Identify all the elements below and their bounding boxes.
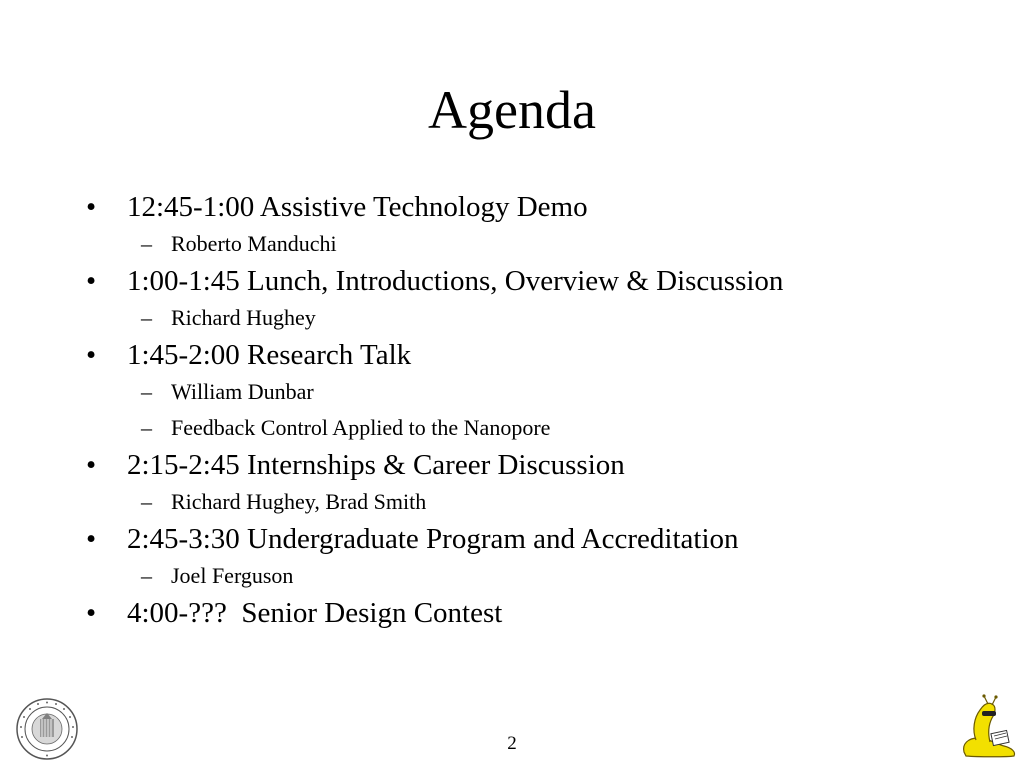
slide-title: Agenda [428,80,596,140]
agenda-subitem [86,410,986,446]
page-number: 2 [507,733,517,754]
agenda-item-text: 4:00-??? Senior Design Contest [127,597,503,629]
agenda-item [86,520,986,558]
agenda-subitem-text: William Dunbar [171,379,314,404]
bullet-icon: • [86,265,97,297]
dash-icon: – [141,489,152,514]
dash-icon: – [141,415,152,440]
agenda-item [86,336,986,374]
agenda-item-text: 1:45-2:00 Research Talk [127,339,412,371]
agenda-item [86,188,986,226]
bullet-icon: • [86,523,97,555]
dash-icon: – [141,563,152,588]
agenda-item-text: 2:15-2:45 Internships & Career Discussion [127,449,625,481]
agenda-subitem [86,484,986,520]
agenda-subitem [86,226,986,262]
dash-icon: – [141,231,152,256]
university-seal-icon [16,698,78,760]
bullet-icon: • [86,339,97,371]
agenda-item-text: 1:00-1:45 Lunch, Introductions, Overview & Discussion [127,265,784,297]
agenda-item [86,262,986,300]
agenda-item [86,446,986,484]
agenda-subitem-text: Richard Hughey [171,305,316,330]
agenda-item-text: 12:45-1:00 Assistive Technology Demo [127,191,588,223]
agenda-list [86,188,986,632]
agenda-subitem-text: Roberto Manduchi [171,231,337,256]
banana-slug-mascot-icon [958,694,1018,758]
agenda-item-text: 2:45-3:30 Undergraduate Program and Accreditation [127,523,739,555]
agenda-subitem [86,374,986,410]
agenda-subitem-text: Feedback Control Applied to the Nanopore [171,415,551,440]
agenda-subitem-text: Joel Ferguson [171,563,294,588]
bullet-icon: • [86,449,97,481]
agenda-subitem-text: Richard Hughey, Brad Smith [171,489,427,514]
agenda-subitem [86,558,986,594]
agenda-item [86,594,986,632]
bullet-icon: • [86,191,97,223]
bullet-icon: • [86,597,97,629]
agenda-subitem [86,300,986,336]
dash-icon: – [141,379,152,404]
dash-icon: – [141,305,152,330]
